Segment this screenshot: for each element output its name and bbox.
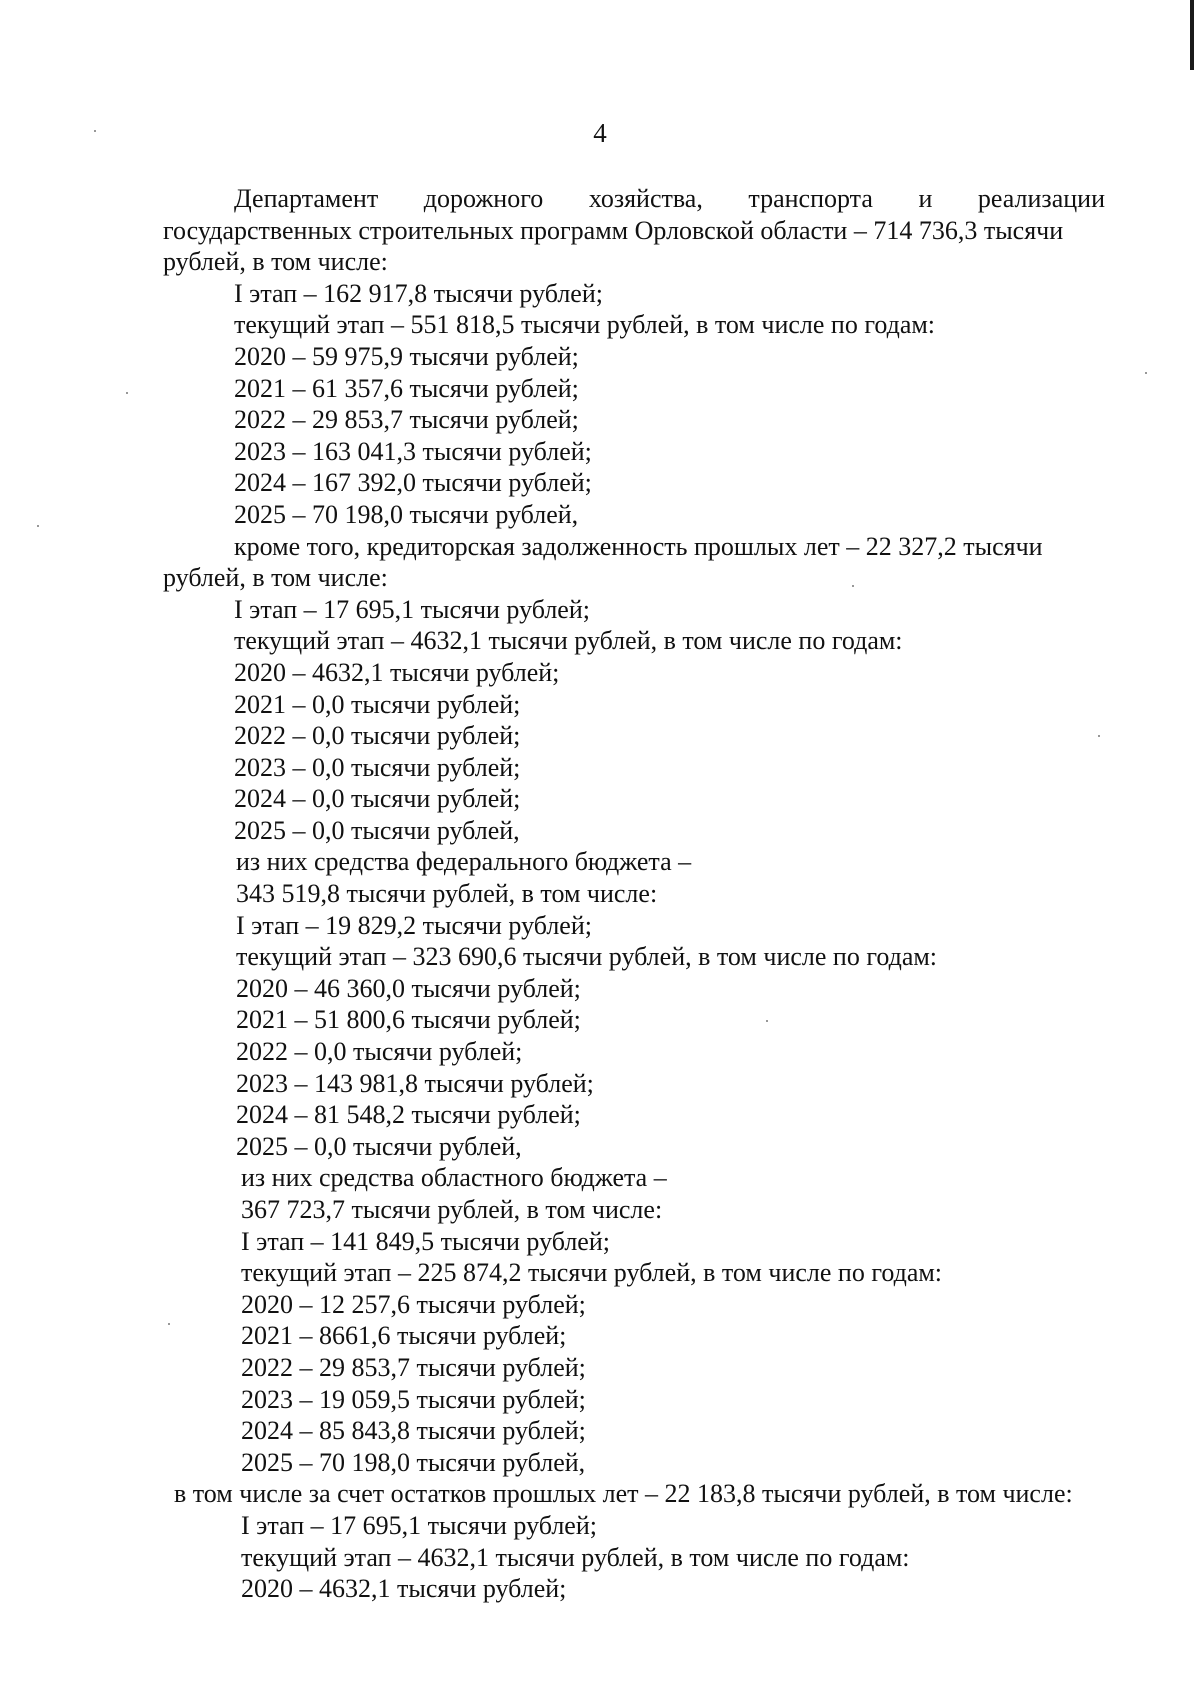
text-line: 2021 – 0,0 тысячи рублей; [234, 689, 521, 719]
text-line: рублей, в том числе: [163, 247, 388, 277]
text-line: 2020 – 4632,1 тысячи рублей; [241, 1574, 567, 1604]
text-line: 2022 – 29 853,7 тысячи рублей; [241, 1352, 586, 1382]
text-line: 2020 – 46 360,0 тысячи рублей; [236, 973, 581, 1003]
text-line: рублей, в том числе: [163, 563, 388, 593]
scan-speck [1145, 372, 1147, 374]
text-line: 2021 – 61 357,6 тысячи рублей; [234, 373, 579, 403]
scan-edge-mark [1190, 0, 1194, 70]
text-line: 2025 – 0,0 тысячи рублей, [236, 1131, 522, 1161]
text-line: I этап – 19 829,2 тысячи рублей; [236, 910, 592, 940]
scan-speck [37, 525, 39, 527]
text-line: текущий этап – 225 874,2 тысячи рублей, в том числе по годам: [241, 1258, 943, 1288]
text-line: I этап – 141 849,5 тысячи рублей; [241, 1226, 610, 1256]
word: реализации [977, 184, 1105, 213]
text-line: 2021 – 8661,6 тысячи рублей; [241, 1321, 567, 1351]
text-line: государственных строительных программ Орловской области – 714 736,3 тысячи [163, 215, 1064, 245]
text-line: 2021 – 51 800,6 тысячи рублей; [236, 1005, 581, 1035]
text-line: 2022 – 29 853,7 тысячи рублей; [234, 405, 579, 435]
text-line: 2023 – 0,0 тысячи рублей; [234, 752, 521, 782]
text-line: 2023 – 19 059,5 тысячи рублей; [241, 1384, 586, 1414]
word: Департамент [234, 184, 379, 213]
text-line: из них средства областного бюджета – [241, 1163, 667, 1193]
text-line: 2020 – 4632,1 тысячи рублей; [234, 657, 560, 687]
text-line: текущий этап – 4632,1 тысячи рублей, в том числе по годам: [241, 1542, 910, 1572]
text-line: текущий этап – 551 818,5 тысячи рублей, в том числе по годам: [234, 310, 936, 340]
word: и [918, 184, 933, 213]
text-line: 2022 – 0,0 тысячи рублей; [234, 721, 521, 751]
text-line: 2024 – 85 843,8 тысячи рублей; [241, 1416, 586, 1446]
text-line: I этап – 162 917,8 тысячи рублей; [234, 278, 603, 308]
scan-speck [126, 392, 128, 394]
text-line: текущий этап – 4632,1 тысячи рублей, в том числе по годам: [234, 626, 903, 656]
word: хозяйства, [588, 184, 703, 213]
text-line: 2023 – 143 981,8 тысячи рублей; [236, 1068, 594, 1098]
text-line: 2020 – 59 975,9 тысячи рублей; [234, 341, 579, 371]
word: дорожного [423, 184, 544, 213]
text-line: 2025 – 0,0 тысячи рублей, [234, 815, 520, 845]
text-line: 2020 – 12 257,6 тысячи рублей; [241, 1289, 586, 1319]
paragraph-first-line [163, 183, 1105, 215]
word: транспорта [748, 184, 873, 213]
text-line: из них средства федерального бюджета – [236, 847, 692, 877]
text-line: 343 519,8 тысячи рублей, в том числе: [236, 879, 658, 909]
text-line: 367 723,7 тысячи рублей, в том числе: [241, 1195, 663, 1224]
document-body [163, 183, 1105, 1605]
text-line: 2024 – 0,0 тысячи рублей; [234, 784, 521, 814]
text-line: 2024 – 167 392,0 тысячи рублей; [234, 468, 592, 498]
text-line: 2024 – 81 548,2 тысячи рублей; [236, 1100, 581, 1130]
text-line: 2023 – 163 041,3 тысячи рублей; [234, 436, 592, 466]
text-line: текущий этап – 323 690,6 тысячи рублей, в том числе по годам: [236, 942, 938, 972]
text-line: I этап – 17 695,1 тысячи рублей; [234, 594, 590, 624]
text-line: 2025 – 70 198,0 тысячи рублей, [234, 499, 579, 529]
page-number: 4 [593, 118, 607, 148]
text-line: 2022 – 0,0 тысячи рублей; [236, 1037, 523, 1067]
text-line: в том числе за счет остатков прошлых лет – 22 183,8 тысячи рублей, в том числе: [174, 1479, 1073, 1509]
text-line: 2025 – 70 198,0 тысячи рублей, [241, 1447, 586, 1477]
text-line: I этап – 17 695,1 тысячи рублей; [241, 1510, 597, 1540]
text-line: кроме того, кредиторская задолженность прошлых лет – 22 327,2 тысячи [234, 531, 1043, 561]
